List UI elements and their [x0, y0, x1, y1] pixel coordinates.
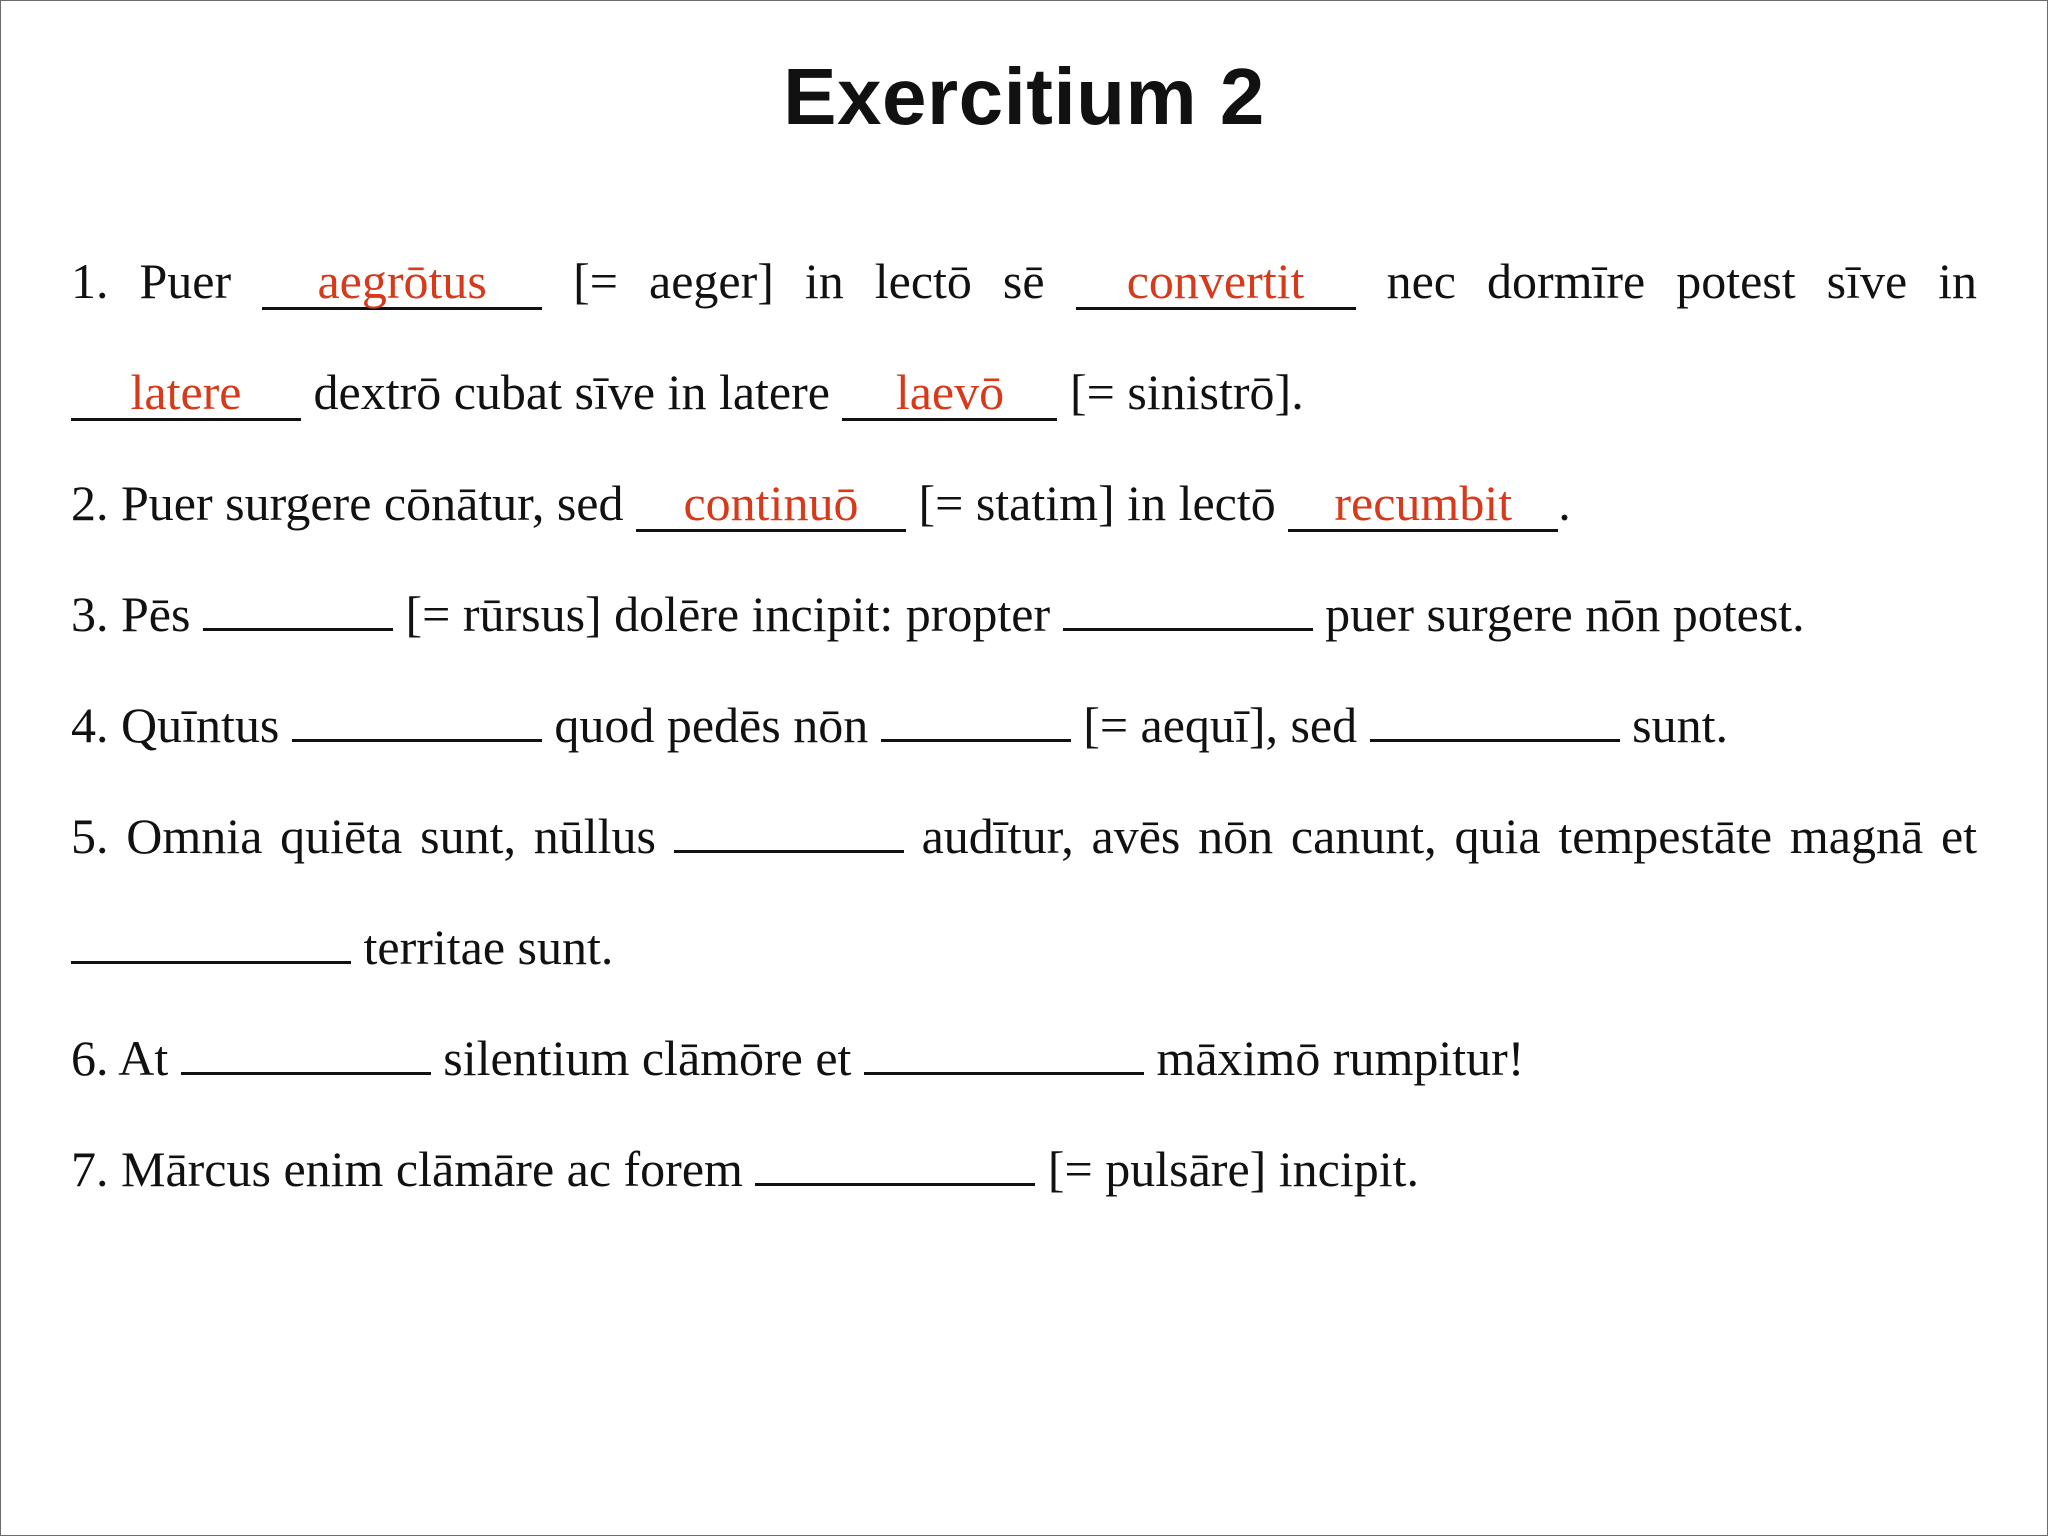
exercise-text: puer surgere nōn potest.	[1325, 586, 1805, 642]
exercise-text: [= pulsāre] incipit.	[1047, 1141, 1420, 1197]
exercise-text: silentium clāmōre et	[443, 1030, 852, 1086]
answer-blank[interactable]: convertit	[1076, 256, 1356, 310]
answer-blank[interactable]	[864, 1071, 1144, 1075]
answer-blank[interactable]: recumbit	[1288, 478, 1558, 532]
exercise-text: At	[118, 1030, 169, 1086]
exercise-number: 3.	[71, 586, 109, 642]
exercise-text: Puer	[139, 253, 232, 309]
page-title: Exercitium 2	[783, 52, 1265, 141]
exercise-text: dextrō cubat sīve in latere	[313, 364, 830, 420]
exercise-text: .	[1558, 475, 1571, 531]
exercise-number: 1.	[71, 253, 109, 309]
exercise-text: Pēs	[121, 586, 191, 642]
answer-blank[interactable]	[755, 1182, 1035, 1186]
exercise-text: [= statim] in lectō	[918, 475, 1276, 531]
exercise-text: Quīntus	[121, 697, 280, 753]
exercise-number: 7.	[71, 1141, 109, 1197]
exercise-number: 2.	[71, 475, 109, 531]
exercise-number: 5.	[71, 808, 109, 864]
exercise-item-1	[71, 226, 1977, 448]
exercise-text: quod pedēs nōn	[554, 697, 869, 753]
answer-blank[interactable]: aegrōtus	[262, 256, 542, 310]
exercise-item-5	[71, 781, 1977, 1003]
exercise-text: audītur, avēs nōn canunt, quia tempestāte magnā et	[921, 808, 1978, 864]
answer-blank[interactable]	[674, 849, 904, 853]
exercise-text: Mārcus enim clāmāre ac forem	[121, 1141, 743, 1197]
exercise-item-3	[71, 559, 1977, 670]
exercise-number: 6.	[71, 1030, 109, 1086]
exercise-text: nec dormīre potest sīve in	[1386, 253, 1978, 309]
exercise-text: [= rūrsus] dolēre incipit: propter	[405, 586, 1051, 642]
answer-blank[interactable]	[1370, 738, 1620, 742]
answer-blank[interactable]	[1063, 627, 1313, 631]
exercise-text: māximō rumpitur!	[1156, 1030, 1525, 1086]
answer-blank[interactable]	[181, 1071, 431, 1075]
exercise-item-4	[71, 670, 1977, 781]
exercise-item-6	[71, 1003, 1977, 1114]
answer-blank[interactable]: latere	[71, 367, 301, 421]
exercise-number: 4.	[71, 697, 109, 753]
answer-blank[interactable]	[71, 960, 351, 964]
exercise-text: Omnia quiēta sunt, nūllus	[126, 808, 656, 864]
exercise-text: sunt.	[1632, 697, 1728, 753]
exercise-list	[71, 226, 1977, 1225]
exercise-text: [= aequī], sed	[1083, 697, 1358, 753]
answer-blank[interactable]	[881, 738, 1071, 742]
exercise-text: territae sunt.	[363, 919, 614, 975]
exercise-item-2	[71, 448, 1977, 559]
answer-blank[interactable]: continuō	[636, 478, 906, 532]
answer-blank[interactable]	[292, 738, 542, 742]
exercise-text: [= aeger] in lectō sē	[573, 253, 1045, 309]
answer-blank[interactable]	[203, 627, 393, 631]
exercise-item-7	[71, 1114, 1977, 1225]
answer-blank[interactable]: laevō	[842, 367, 1057, 421]
exercise-text: [= sinistrō].	[1069, 364, 1304, 420]
exercise-text: Puer surgere cōnātur, sed	[121, 475, 624, 531]
